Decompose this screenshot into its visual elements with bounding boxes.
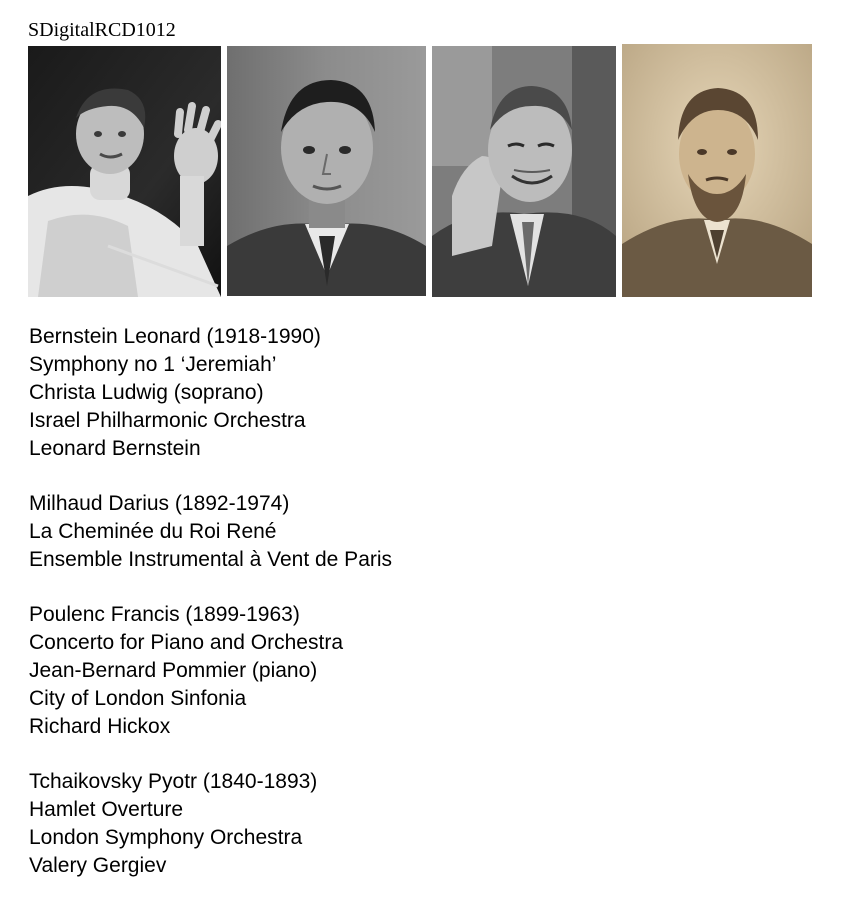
work-title: Concerto for Piano and Orchestra: [29, 631, 343, 654]
track-block-poulenc: [29, 601, 392, 741]
composer-line: Bernstein Leonard (1918-1990): [29, 325, 321, 348]
portrait-bernstein-icon: [28, 46, 221, 297]
photo-milhaud: [227, 46, 426, 296]
composer-photos: [0, 0, 856, 300]
catalog-code: SDigitalRCD1012: [28, 19, 176, 41]
work-title: Hamlet Overture: [29, 798, 184, 821]
soloist: Christa Ludwig (soprano): [29, 381, 264, 404]
conductor: Leonard Bernstein: [29, 437, 201, 460]
photo-bernstein: [28, 46, 221, 297]
ensemble: Ensemble Instrumental à Vent de Paris: [29, 548, 393, 571]
portrait-tchaikovsky-icon: [622, 44, 812, 297]
track-block-bernstein: [29, 323, 392, 463]
photo-poulenc: [432, 46, 616, 297]
orchestra: Israel Philharmonic Orchestra: [29, 409, 306, 432]
orchestra: London Symphony Orchestra: [29, 826, 303, 849]
work-title: La Cheminée du Roi René: [29, 520, 277, 543]
composer-line: Poulenc Francis (1899-1963): [29, 603, 300, 626]
track-block-milhaud: [29, 490, 392, 574]
orchestra: City of London Sinfonia: [29, 687, 247, 710]
portrait-milhaud-icon: [227, 46, 426, 296]
track-list: [29, 323, 392, 907]
track-block-tchaikovsky: [29, 768, 392, 880]
photo-tchaikovsky: [622, 44, 812, 297]
composer-line: Tchaikovsky Pyotr (1840-1893): [29, 770, 318, 793]
soloist: Jean-Bernard Pommier (piano): [29, 659, 318, 682]
composer-line: Milhaud Darius (1892-1974): [29, 492, 290, 515]
conductor: Richard Hickox: [29, 715, 171, 738]
work-title: Symphony no 1 ‘Jeremiah’: [29, 353, 277, 376]
conductor: Valery Gergiev: [29, 854, 167, 877]
portrait-poulenc-icon: [432, 46, 616, 297]
